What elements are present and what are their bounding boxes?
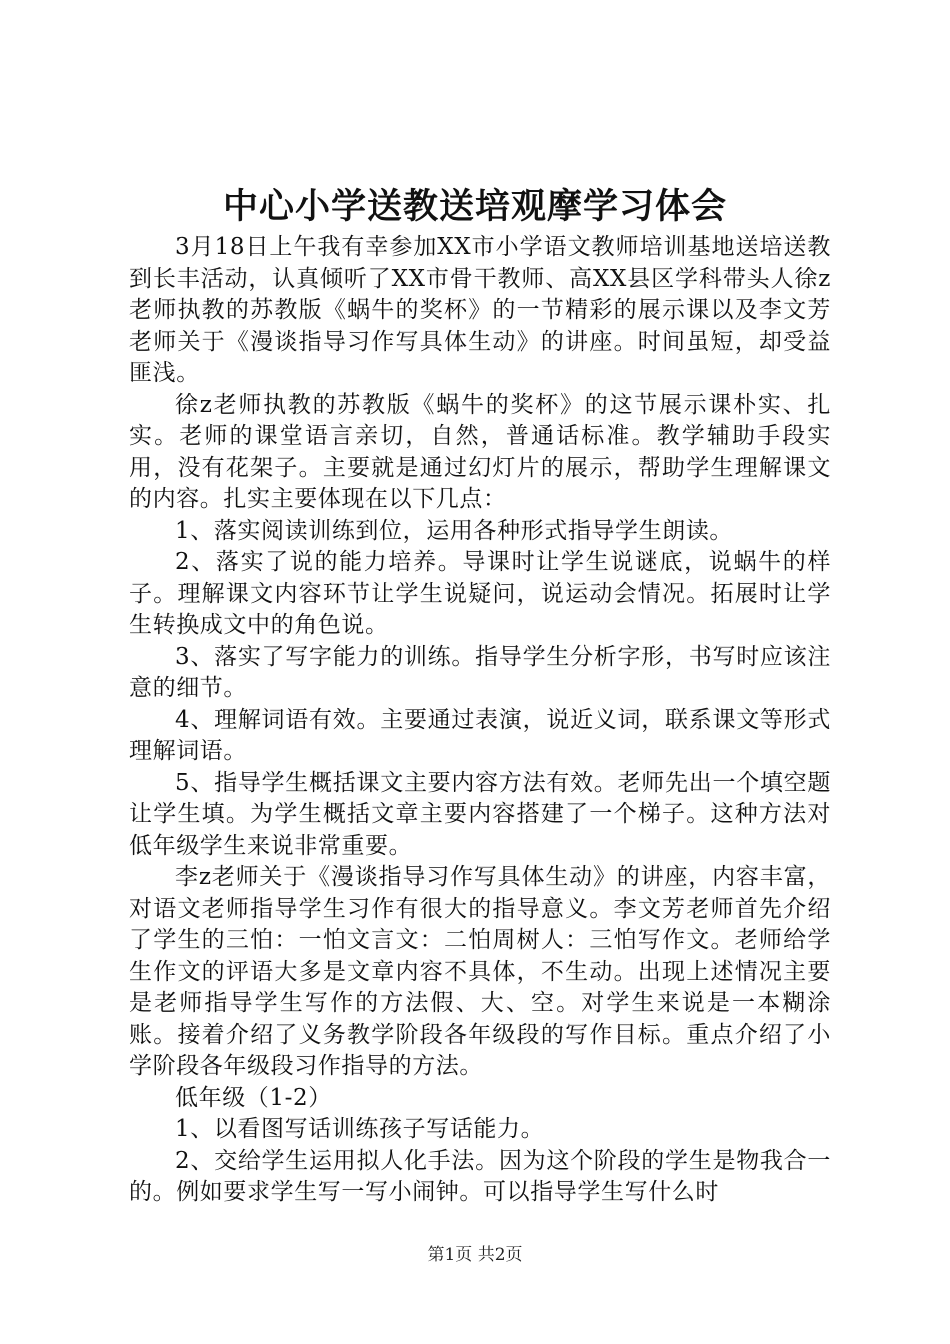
list-item-vocabulary: 4、理解词语有效。主要通过表演，说近义词，联系课文等形式理解词语。 [129, 706, 831, 764]
list-item-writing-characters: 3、落实了写字能力的训练。指导学生分析字形，书写时应该注意的细节。 [129, 643, 831, 701]
list-item-personification: 2、交给学生运用拟人化手法。因为这个阶段的学生是物我合一的。例如要求学生写一写小闹钟。可以指导学生写什么时 [129, 1147, 831, 1205]
list-item-reading: 1、落实阅读训练到位，运用各种形式指导学生朗读。 [175, 517, 734, 544]
page-title: 中心小学送教送培观摩学习体会 [222, 187, 727, 227]
list-item-speaking: 2、落实了说的能力培养。导课时让学生说谜底，说蜗牛的样子。理解课文内容环节让学生说疑问，说运动会情况。拓展时让学生转换成文中的角色说。 [129, 549, 831, 638]
page-footer: 第1页 共2页 [427, 1245, 523, 1265]
paragraph-lesson-review: 徐z老师执教的苏教版《蜗牛的奖杯》的这节展示课朴实、扎实。老师的课堂语言亲切，自然，普通话标准。教学辅助手段实用，没有花架子。主要就是通过幻灯片的展示，帮助学生理解课文的内容。扎实主要体现在以下几点： [129, 391, 831, 512]
section-heading-lower-grades: 低年级（1-2） [175, 1084, 332, 1111]
document-body [129, 232, 831, 1209]
list-item-summarizing: 5、指导学生概括课文主要内容方法有效。老师先出一个填空题让学生填。为学生概括文章主要内容搭建了一个梯子。这种方法对低年级学生来说非常重要。 [129, 769, 831, 859]
list-item-picture-writing: 1、以看图写话训练孩子写话能力。 [175, 1116, 545, 1142]
paragraph-lecture-review: 李z老师关于《漫谈指导习作写具体生动》的讲座，内容丰富，对语文老师指导学生习作有很大的指导意义。李文芳老师首先介绍了学生的三怕：一怕文言文：二怕周树人：三怕写作文。老师给学生作文的评语大多是文章内容不具体，不生动。出现上述情况主要是老师指导学生写作的方法假、大、空。对学生来说是一本糊涂账。接着介绍了义务教学阶段各年级段的写作目标。重点介绍了小学阶段各年级段习作指导的方法。 [129, 864, 831, 1079]
paragraph-intro: 3月18日上午我有幸参加XX市小学语文教师培训基地送培送教到长丰活动，认真倾听了XX市骨干教师、高XX县区学科带头人徐z老师执教的苏教版《蜗牛的奖杯》的一节精彩的展示课以及李文芳老师关于《漫谈指导习作写具体生动》的讲座。时间虽短，却受益匪浅。 [129, 234, 831, 386]
